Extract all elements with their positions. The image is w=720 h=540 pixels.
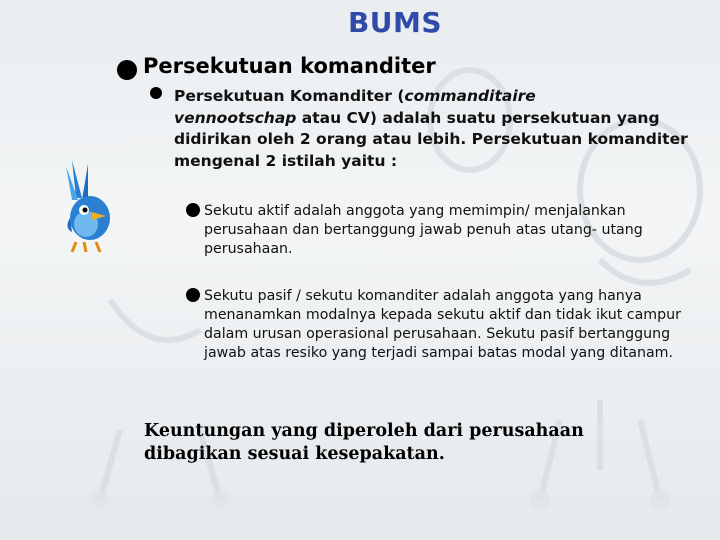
- list-item: Sekutu pasif / sekutu komanditer adalah anggota yang hanya menanamkan modalnya kepada sekutu aktif dan tidak ikut campur dalam urusan operasional perusahaan. Sekutu pasif bertanggung jawab atas resiko yang terjadi sampai batas modal yang ditanam.: [204, 288, 681, 361]
- section-heading: Persekutuan komanditer: [143, 54, 436, 78]
- blue-bird-mascot-icon: [62, 158, 118, 256]
- heading-bullet-icon: [117, 60, 137, 80]
- item-bullet-icon: [186, 288, 200, 302]
- intro-text-2: atau CV) adalah suatu persekutuan yang didirikan oleh 2 orang atau lebih. Persekutuan komanditer mengenal 2 istilah yaitu :: [174, 108, 688, 170]
- intro-bullet-icon: [150, 87, 162, 99]
- intro-italic-2: vennootschap: [174, 108, 297, 127]
- intro-text-1: Persekutuan Komanditer (: [174, 87, 405, 105]
- intro-italic-1: commanditaire: [404, 87, 536, 105]
- intro-paragraph: [174, 86, 704, 172]
- slide-title: BUMS: [347, 6, 443, 39]
- list-item: Sekutu aktif adalah anggota yang memimpin/ menjalankan perusahaan dan bertanggung jawab penuh atas utang- utang perusahaan.: [204, 203, 643, 257]
- item-bullet-icon: [186, 203, 200, 217]
- conclusion-text: Keuntungan yang diperoleh dari perusahaan dibagikan sesuai kesepakatan.: [144, 421, 584, 464]
